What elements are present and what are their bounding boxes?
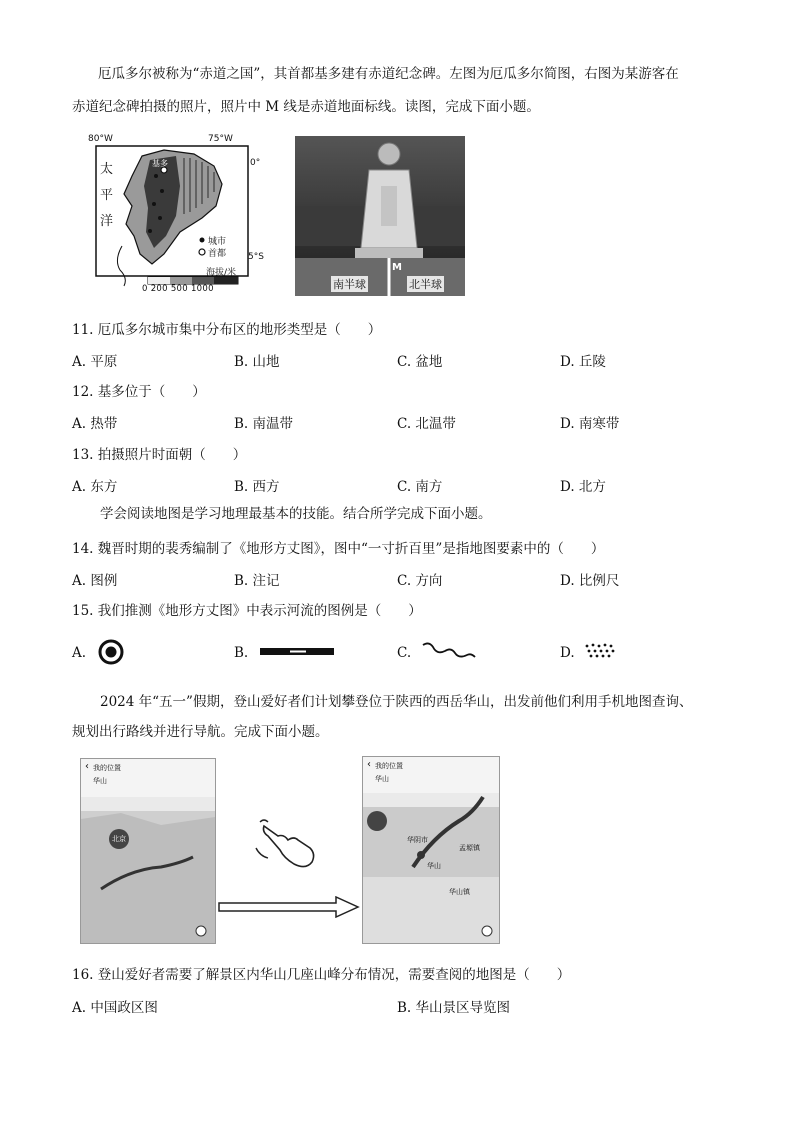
question-15-options [72,645,712,669]
q12-option-b[interactable]: B. 南温带 [234,416,294,432]
phone-screenshot-right [362,756,500,944]
left-search-origin[interactable]: 我的位置 [93,764,121,772]
right-back-icon[interactable]: ‹ [367,759,371,770]
legend-capital-label: 首都 [208,249,227,259]
q15-option-c-label: C. [397,645,412,661]
q15-option-b-label: B. [234,645,249,661]
q12-option-a[interactable]: A. 热带 [72,416,118,432]
ocean-label-char-3: 洋 [100,214,114,229]
q12-option-d[interactable]: D. 南寒带 [560,416,620,432]
latitude-bottom-label: 5°S [248,252,264,262]
q15-option-a[interactable] [72,645,86,661]
question-12-stem: 12. 基多位于（ ） [72,384,206,400]
q11-option-a[interactable]: A. 平原 [72,354,118,370]
q13-option-c[interactable]: C. 南方 [397,479,443,495]
river-symbol-icon [421,639,477,661]
q13-option-d[interactable]: D. 北方 [560,479,606,495]
northern-hemisphere-label: 北半球 [409,278,442,291]
q15-option-b[interactable] [234,645,248,661]
dotted-area-symbol-icon [584,642,618,660]
q14-option-b[interactable]: B. 注记 [234,573,280,589]
q11-option-d[interactable]: D. 丘陵 [560,354,606,370]
question-13-stem: 13. 拍摄照片时面朝（ ） [72,447,247,463]
intro-1-line-2: 赤道纪念碑拍摄的照片，照片中 M 线是赤道地面标线。读图，完成下面小题。 [72,99,540,115]
ocean-label-char-2: 平 [100,188,114,203]
q15-option-c[interactable] [397,645,411,661]
left-location-badge: 北京 [112,835,126,843]
intro-paragraph-3-cont [72,722,329,743]
intro-paragraph-1 [98,64,738,85]
left-back-icon[interactable]: ‹ [85,761,89,772]
q15-option-a-label: A. [72,645,87,661]
q14-option-c[interactable]: C. 方向 [397,573,443,589]
longitude-right-label: 75°W [208,134,233,144]
q14-option-a[interactable]: A. 图例 [72,573,118,589]
q16-option-a[interactable]: A. 中国政区图 [72,1000,158,1016]
ocean-label-char-1: 太 [100,162,114,177]
q12-option-c[interactable]: C. 北温带 [397,416,456,432]
latitude-top-label: 0° [250,158,261,168]
q16-option-b[interactable]: B. 华山景区导览图 [397,1000,511,1016]
m-line-label: M [392,262,402,273]
intro-3-line-2: 规划出行路线并进行导航。完成下面小题。 [72,724,329,740]
right-search-origin[interactable]: 我的位置 [375,762,403,770]
elevation-label: 海拔/米 [206,268,237,278]
question-14-stem: 14. 魏晋时期的裴秀编制了《地形方丈图》，图中“一寸折百里”是指地图要素中的（ ） [72,541,605,557]
right-search-destination[interactable]: 华山 [375,775,389,783]
q15-option-d[interactable] [560,645,575,661]
zoom-arrow-icon [218,896,360,918]
intro-paragraph-2: 学会阅读地图是学习地理最基本的技能。结合所学完成下面小题。 [100,506,492,522]
longitude-left-label: 80°W [88,134,113,144]
right-map-label-town-2: 华山镇 [449,888,470,896]
q11-option-c[interactable]: C. 盆地 [397,354,443,370]
q14-option-d[interactable]: D. 比例尺 [560,573,620,589]
intro-paragraph-1-cont [72,97,732,118]
capital-label: 基多 [152,159,168,168]
intro-1-line-1: 厄瓜多尔被称为“赤道之国”，其首都基多建有赤道纪念碑。左图为厄瓜多尔简图，右图为某游客在 [98,66,679,82]
railway-symbol-icon [260,647,334,657]
question-15-stem: 15. 我们推测《地形方丈图》中表示河流的图例是（ ） [72,603,422,619]
elevation-ticks: 0 200 500 1000 [142,284,214,294]
left-search-destination[interactable]: 华山 [93,777,107,785]
pinch-zoom-gesture-icon [250,818,318,876]
q11-option-b[interactable]: B. 山地 [234,354,280,370]
phone-screenshot-left [80,758,216,944]
question-16-stem: 16. 登山爱好者需要了解景区内华山几座山峰分布情况，需要查阅的地图是（ ） [72,967,571,983]
legend-city-label: 城市 [208,237,227,247]
southern-hemisphere-label: 南半球 [333,278,366,291]
q15-option-d-label: D. [560,645,575,661]
right-map-label-huashan: 华山 [427,862,441,870]
q13-option-a[interactable]: A. 东方 [72,479,118,495]
right-map-label-city: 华阴市 [407,836,428,844]
q13-option-b[interactable]: B. 西方 [234,479,280,495]
equator-monument-photo [295,136,465,296]
intro-3-line-1: 2024 年“五一”假期，登山爱好者们计划攀登位于陕西的西岳华山，出发前他们利用手机地图查询、 [100,694,693,710]
right-map-label-town-1: 孟塬镇 [459,844,480,852]
question-11-stem: 11. 厄瓜多尔城市集中分布区的地形类型是（ ） [72,322,382,338]
intro-paragraph-3 [100,692,740,713]
ecuador-map [84,136,264,298]
capital-symbol-icon [98,639,124,665]
